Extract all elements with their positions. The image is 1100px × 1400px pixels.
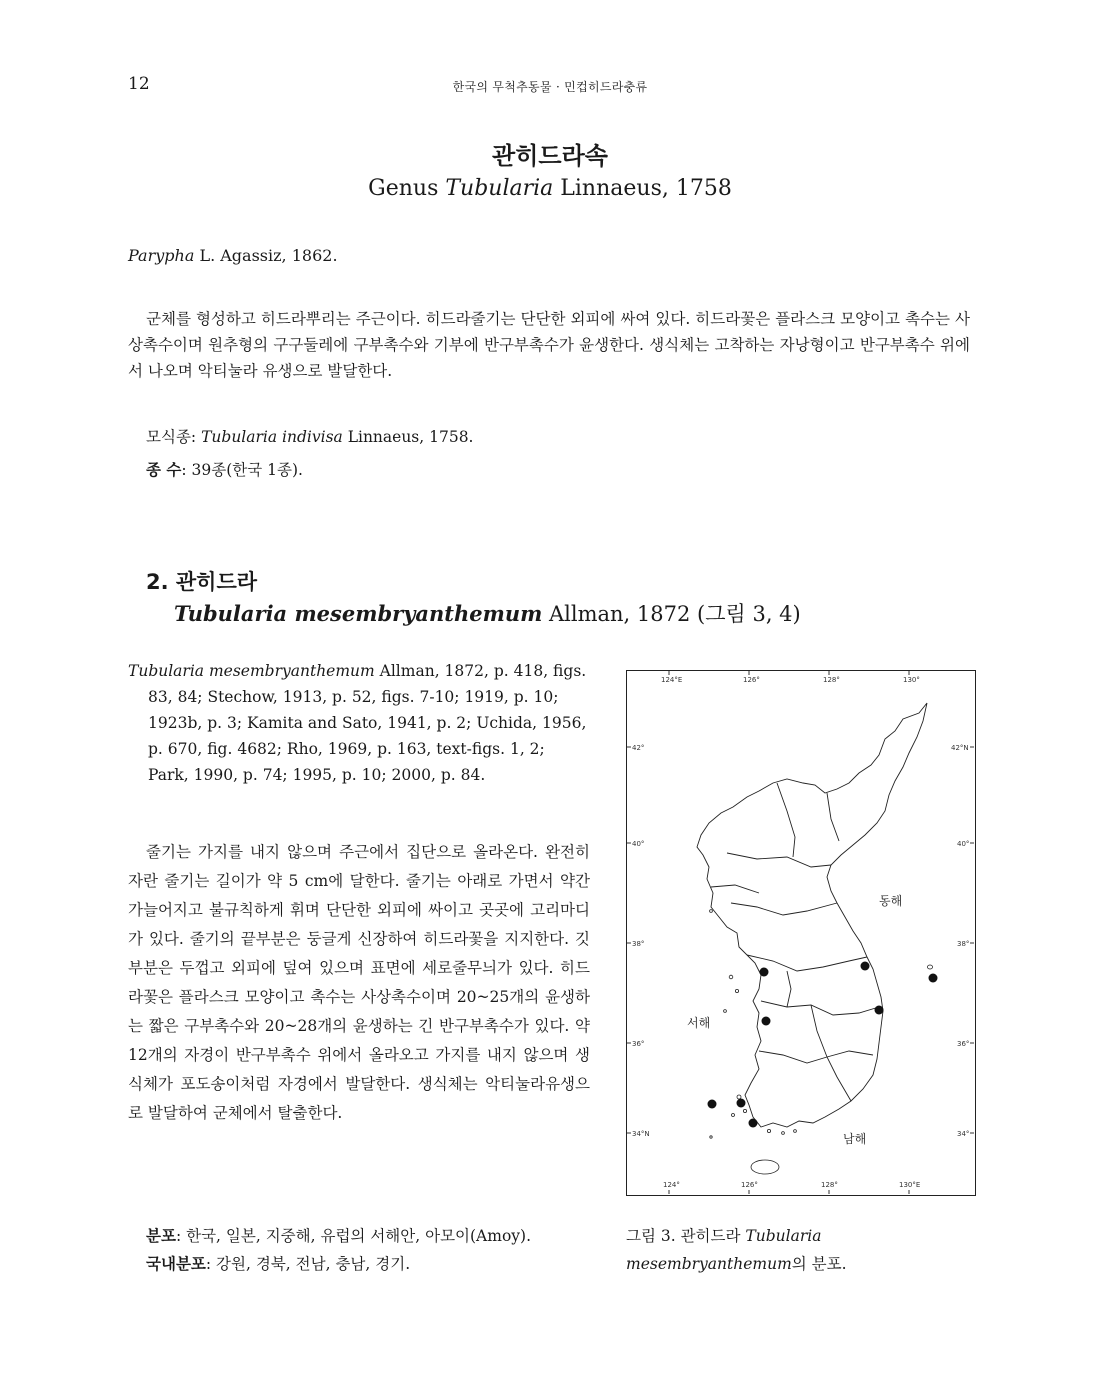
citation-text: Allman, 1872, p. 418, figs. 83, 84; Stechow, 1913, p. 52, figs. 7-10; 1919, p. 10; 1923b, p. 3; Kamita and Sato, 1941, p. 2; Uchida, 1956, p. 670, fig. 4682; Rho, 1969, p. 163, text-figs. 1, 2; Park, 1990, p. 74; 1995, p. 10; 2000, p. 84. (148, 662, 587, 784)
record-point (875, 1006, 884, 1015)
distribution (146, 1222, 531, 1278)
sea-label-east: 동해 (879, 894, 903, 908)
right-tick-label: 36° (957, 1040, 970, 1048)
left-tick-label: 38° (632, 940, 645, 948)
distribution-map (626, 670, 976, 1196)
caption-species-name: Tubularia mesembryanthemum (626, 1227, 822, 1273)
right-tick-label: 38° (957, 940, 970, 948)
sea-label-west: 서해 (687, 1016, 711, 1030)
caption-suffix: 의 분포. (791, 1255, 847, 1273)
record-point (760, 968, 769, 977)
distribution-label: 분포 (146, 1227, 176, 1245)
species-count (146, 458, 303, 480)
species-latin-heading (174, 598, 801, 628)
domestic-distribution-label: 국내분포 (146, 1255, 206, 1273)
sea-label-south: 남해 (843, 1132, 867, 1146)
species-description (128, 838, 590, 1128)
distribution-world (146, 1222, 531, 1250)
caption-prefix: 그림 3. 관히드라 (626, 1227, 746, 1245)
right-tick-label: 42°N (951, 744, 969, 752)
synonym-name: Parypha (128, 246, 195, 265)
figure-caption (626, 1222, 976, 1278)
citation-name: Tubularia mesembryanthemum (128, 662, 375, 680)
running-title: 한국의 무척추동물 · 민컵히드라충류 (452, 80, 648, 94)
korea-map-svg (627, 671, 974, 1194)
type-species-name: Tubularia indivisa (201, 428, 343, 446)
page-number: 12 (128, 74, 150, 94)
type-species-label: 모식종: (146, 428, 202, 446)
left-tick-label: 42° (632, 744, 645, 752)
distribution-value: : 한국, 일본, 지중해, 유럽의 서해안, 아모이(Amoy). (175, 1227, 532, 1245)
right-tick-label: 40° (957, 840, 970, 848)
record-point (749, 1119, 758, 1128)
top-tick-label: 126° (743, 676, 760, 684)
record-point (762, 1017, 771, 1026)
left-tick-label: 36° (632, 1040, 645, 1048)
genus-latin-heading (0, 176, 1100, 201)
species-latin-name: Tubularia mesembryanthemum (174, 601, 543, 626)
bottom-tick-label: 124° (663, 1181, 680, 1189)
species-heading: 2. 관히드라 (146, 570, 258, 594)
genus-description (128, 306, 970, 384)
bottom-tick-label: 128° (821, 1181, 838, 1189)
genus-description-text: 군체를 형성하고 히드라뿌리는 주근이다. 히드라줄기는 단단한 외피에 싸여 있다. 히드라꽃은 플라스크 모양이고 촉수는 사상촉수이며 원추형의 구구둘레에 구부촉수와 기부에 반구부촉수가 윤생한다. 생식체는 고착하는 자낭형이고 반구부촉수 위에서 나오며 악티눌라 유생으로 발달한다. (128, 310, 970, 380)
type-species (146, 425, 474, 447)
left-tick-label: 40° (632, 840, 645, 848)
record-point (737, 1099, 746, 1108)
species-description-text: 줄기는 가지를 내지 않으며 주근에서 집단으로 올라온다. 완전히 자란 줄기는 길이가 약 5 cm에 달한다. 줄기는 아래로 가면서 약간 가늘어지고 불규칙하게 휘며 단단한 외피에 싸이고 곳곳에 고리마디가 있다. 줄기의 끝부분은 둥글게 신장하여 히드라꽃을 지지한다. 깃 부분은 두껍고 외피에 덮여 있으며 표면에 세로줄무늬가 있다. 히드라꽃은 플라스크 모양이고 촉수는 사상촉수이며 20~25개의 윤생하는 짧은 구부촉수와 20~28개의 윤생하는 긴 반구부촉수가 있다. 약 12개의 자경이 반구부촉수 위에서 올라오고 가지를 내지 않으며 생식체가 포도송이처럼 자경에서 발달한다. 생식체는 악티눌라유생으로 발달하여 군체에서 탈출한다. (128, 843, 590, 1122)
species-count-value: : 39종(한국 1종). (181, 461, 303, 479)
record-point (708, 1100, 717, 1109)
synonym-line (128, 246, 338, 265)
right-tick-label: 34° (957, 1130, 970, 1138)
coastline (697, 703, 927, 1127)
genus-prefix: Genus (368, 176, 446, 201)
record-point (929, 974, 938, 983)
genus-authority: Linnaeus, 1758 (553, 176, 732, 201)
species-authority: Allman, 1872 (그림 3, 4) (542, 602, 801, 626)
distribution-korea (146, 1250, 531, 1278)
synonym-authority: L. Agassiz, 1862. (194, 246, 338, 265)
genus-latin-name: Tubularia (445, 176, 554, 201)
bottom-tick-label: 126° (741, 1181, 758, 1189)
top-tick-label: 124°E (661, 676, 683, 684)
top-tick-label: 130° (903, 676, 920, 684)
left-tick-label: 34°N (632, 1130, 650, 1138)
genus-korean-name: 관히드라속 (492, 142, 608, 170)
record-point (861, 962, 870, 971)
species-count-label: 종 수 (146, 461, 182, 479)
domestic-distribution-value: : 강원, 경북, 전남, 충남, 경기. (205, 1255, 411, 1273)
type-species-authority: Linnaeus, 1758. (342, 428, 474, 446)
synonymy-citation (128, 658, 590, 788)
bottom-tick-label: 130°E (899, 1181, 921, 1189)
top-tick-label: 128° (823, 676, 840, 684)
